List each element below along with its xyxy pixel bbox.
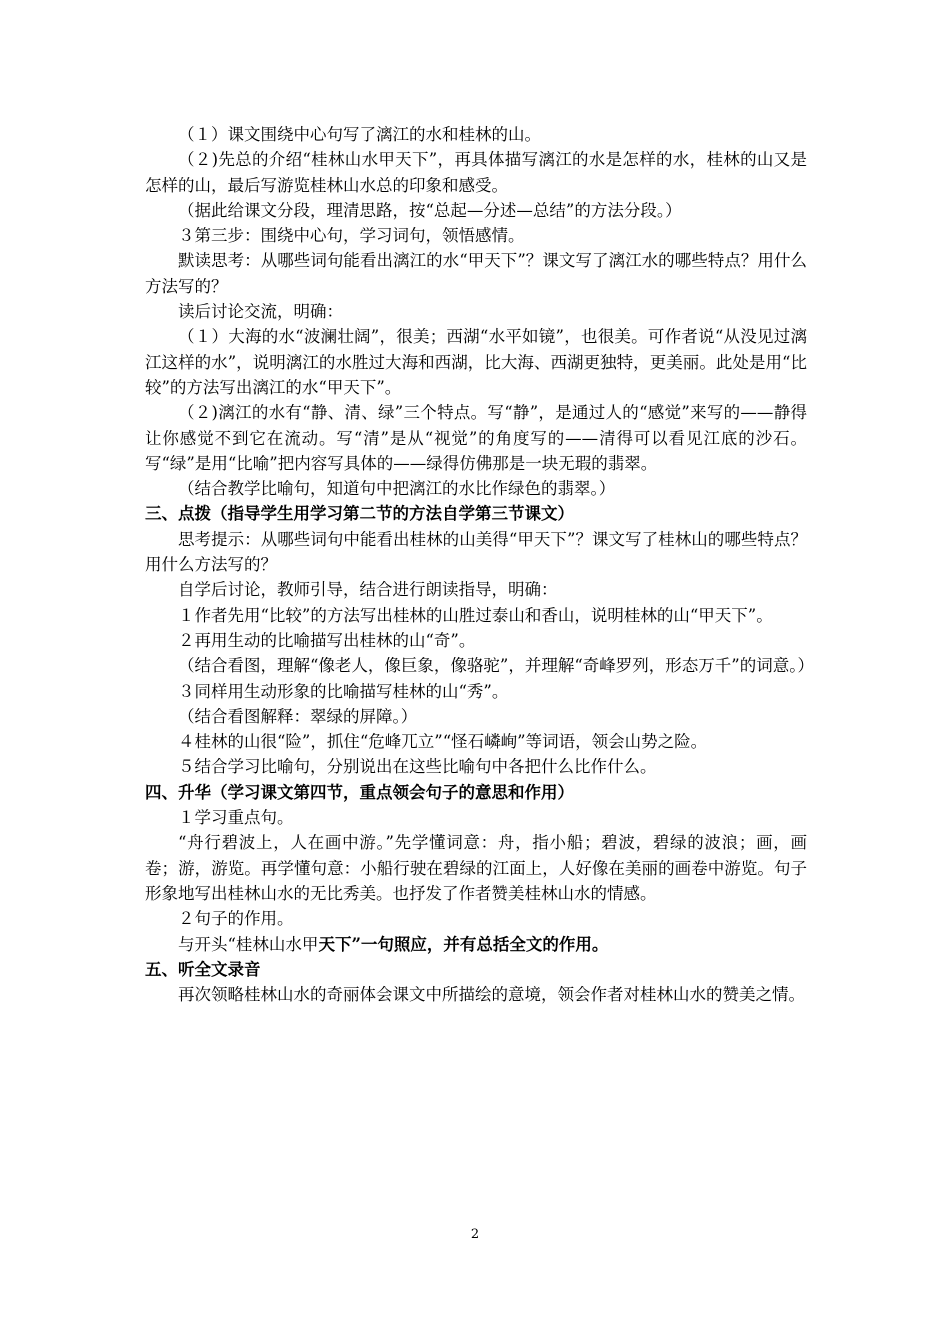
- paragraph: 自学后讨论，教师引导，结合进行朗读指导，明确：: [178, 580, 558, 600]
- paragraph: 默读思考：从哪些词句能看出漓江的水“甲天下”？课文写了漓江水的哪些特点？用什么方法写的？: [145, 251, 807, 296]
- paragraph: ２再用生动的比喻描写出桂林的山“奇”。: [178, 630, 476, 650]
- paragraph-bold-text: 天下”一句照应，并有总括全文的作用。: [318, 934, 609, 954]
- paragraph: （据此给课文分段，理清思路，按“总起—分述—总结”的方法分段。）: [178, 200, 682, 220]
- paragraph-normal-text: 与开头“桂林山水甲: [178, 934, 319, 954]
- document-body: [145, 122, 814, 1007]
- paragraph: ５结合学习比喻句，分别说出在这些比喻句中各把什么比作什么。: [178, 757, 657, 777]
- paragraph: １作者先用“比较”的方法写出桂林的山胜过泰山和香山，说明桂林的山“甲天下”。: [178, 605, 773, 625]
- paragraph: ２句子的作用。: [178, 909, 294, 929]
- section-heading: 五、听全文录音: [145, 959, 261, 979]
- paragraph: （结合看图，理解“像老人，像巨象，像骆驼”，并理解“奇峰罗列，形态万千”的词意。）: [178, 656, 814, 676]
- section-heading: 三、点拨（指导学生用学习第二节的方法自学第三节课文）: [145, 504, 574, 524]
- paragraph: １学习重点句。: [178, 808, 294, 828]
- page-number: 2: [470, 1227, 480, 1242]
- paragraph: （１）大海的水“波澜壮阔”，很美；西湖“水平如镜”，也很美。可作者说“从没见过漓江这样的水”，说明漓江的水胜过大海和西湖，比大海、西湖更独特，更美丽。此处是用“比较”的方法写出漓江的水“甲天下”。: [145, 327, 807, 397]
- paragraph: （结合教学比喻句，知道句中把漓江的水比作绿色的翡翠。）: [178, 479, 616, 499]
- paragraph: ３第三步：围绕中心句，学习词句，领悟感情。: [178, 226, 525, 246]
- paragraph: 再次领略桂林山水的奇丽体会课文中所描绘的意境，领会作者对桂林山水的赞美之情。: [178, 985, 805, 1005]
- paragraph: 思考提示：从哪些词句中能看出桂林的山美得“甲天下”？课文写了桂林山的哪些特点？用什么方法写的？: [145, 529, 807, 575]
- paragraph: ３同样用生动形象的比喻描写桂林的山“秀”。: [178, 681, 509, 701]
- paragraph: （结合看图解释：翠绿的屏障。）: [178, 706, 418, 726]
- paragraph: （１）课文围绕中心句写了漓江的水和桂林的山。: [178, 125, 541, 144]
- paragraph: ４桂林的山很“险”，抓住“危峰兀立”“怪石嶙峋”等词语，领会山势之险。: [178, 732, 708, 752]
- paragraph: [145, 932, 807, 957]
- paragraph: 读后讨论交流，明确：: [178, 302, 343, 322]
- paragraph: （２)先总的介绍“桂林山水甲天下”，再具体描写漓江的水是怎样的水，桂林的山又是怎样的山，最后写游览桂林山水总的印象和感受。: [145, 150, 807, 195]
- paragraph: “舟行碧波上，人在画中游。”先学懂词意：舟，指小船；碧波，碧绿的波浪；画，画卷；游，游览。再学懂句意：小船行驶在碧绿的江面上，人好像在美丽的画卷中游览。句子形象地写出桂林山水的无比秀美。也抒发了作者赞美桂林山水的情感。: [145, 833, 807, 903]
- section-heading: 四、升华（学习课文第四节，重点领会句子的意思和作用）: [145, 782, 574, 802]
- paragraph: （２)漓江的水有“静、清、绿”三个特点。写“静”，是通过人的“感觉”来写的——静得让你感觉不到它在流动。写“清”是从“视觉”的角度写的——清得可以看见江底的沙石。写“绿”是用“比喻”把内容写具体的——绿得仿佛那是一块无瑕的翡翠。: [145, 403, 807, 473]
